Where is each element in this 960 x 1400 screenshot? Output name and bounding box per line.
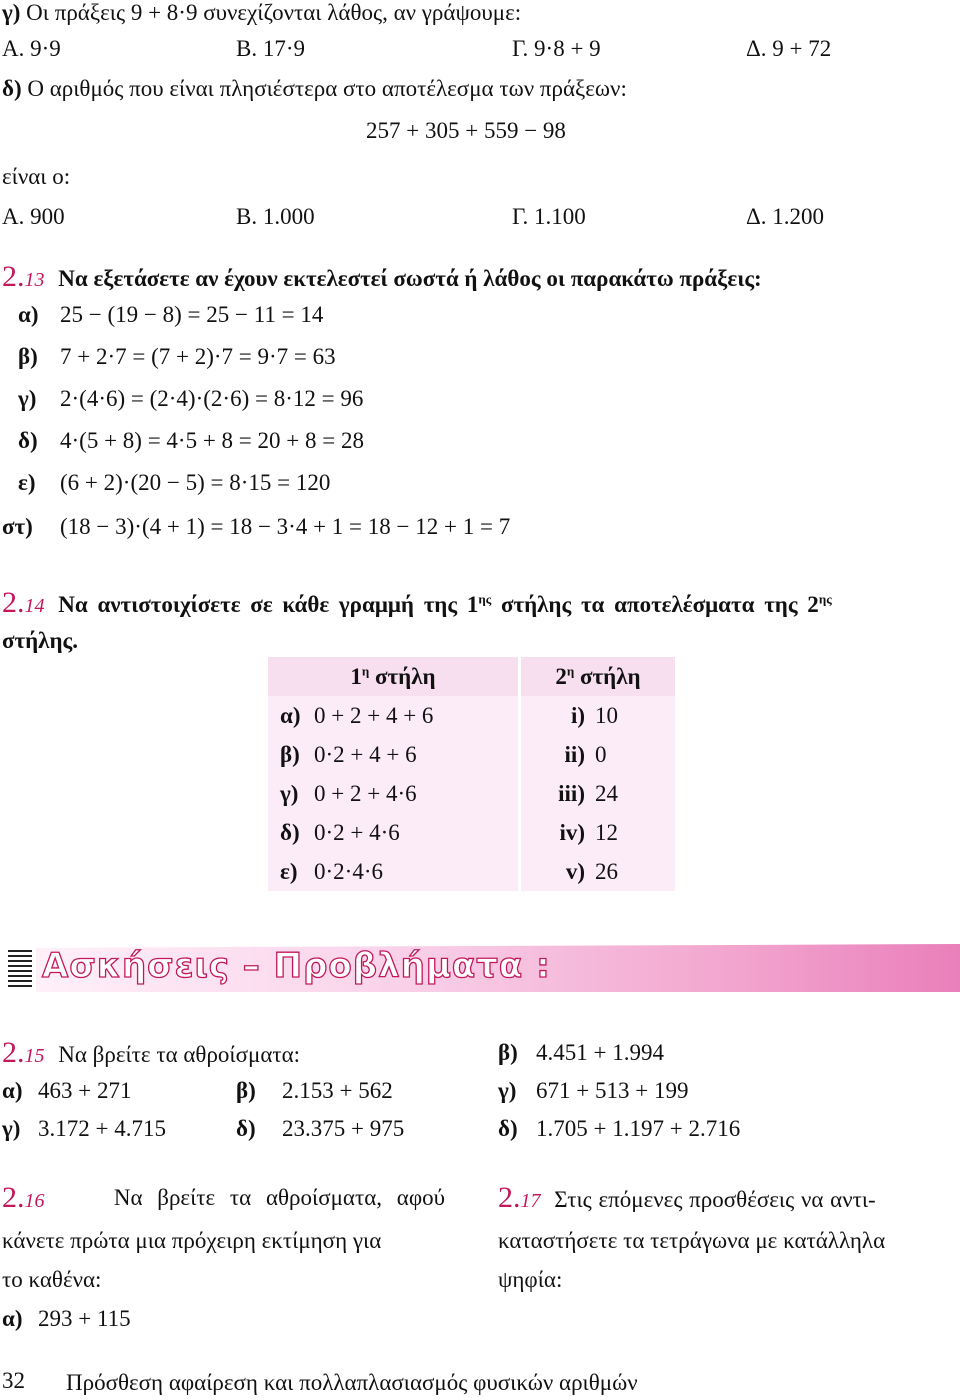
table-row: ε) 0·2·4·6 v) 26: [268, 852, 675, 891]
table-header-row: [268, 657, 675, 696]
exercise-13-expr: 25 − (19 − 8) = 25 − 11 = 14: [60, 302, 324, 327]
question-d: [2, 76, 627, 102]
exercise-17-line: καταστήσετε τα τετράγωνα με κατάλληλα: [498, 1228, 886, 1253]
exercise-14-title: Να αντιστοιχίσετε σε κάθε γραμμή της $1^{\eta\varsigma}$ στήλης τα αποτελέσματα της $2^{\eta\varsigma}$: [58, 591, 832, 617]
exercise-15-item: δ) 1.705 + 1.197 + 2.716: [498, 1116, 741, 1141]
exercise-15-heading: [2, 1036, 300, 1070]
question-d-expression: 257 + 305 + 559 − 98: [366, 118, 566, 143]
exercise-13-expr: 4·(5 + 8) = 4·5 + 8 = 20 + 8 = 28: [60, 428, 364, 453]
option-g-b: Β. 17·9: [236, 36, 305, 61]
option-d-a: Α. 900: [2, 204, 65, 229]
exercise-13-title: Να εξετάσετε αν έχουν εκτελεστεί σωστά ή λάθος οι παρακάτω πράξεις:: [58, 266, 762, 291]
column-2-header: $2^\eta$ στήλη: [520, 657, 676, 696]
exercise-17-line: ψηφία:: [498, 1267, 563, 1292]
exercise-13-item: δ) 4·(5 + 8) = 4·5 + 8 = 20 + 8 = 28: [18, 428, 364, 453]
exercise-15-item: γ) 671 + 513 + 199: [498, 1078, 689, 1103]
exercise-15-item: β) 4.451 + 1.994: [498, 1040, 664, 1065]
question-g: [2, 0, 521, 26]
exercise-13-item: γ) 2·(4·6) = (2·4)·(2·6) = 8·12 = 96: [18, 386, 364, 411]
exercise-13-expr: 7 + 2·7 = (7 + 2)·7 = 9·7 = 63: [60, 344, 336, 369]
exercise-15-item: β) 2.153 + 562: [236, 1078, 393, 1103]
exercise-15-item: α) 463 + 271: [2, 1078, 132, 1103]
exercise-15-item: γ) 3.172 + 4.715: [2, 1116, 166, 1141]
question-g-label: γ): [2, 0, 21, 25]
exercise-13-expr: (6 + 2)·(20 − 5) = 8·15 = 120: [60, 470, 331, 495]
exercise-14-heading: [2, 586, 832, 620]
question-d-tail: είναι ο:: [2, 164, 71, 189]
exercise-16-item: α) 293 + 115: [2, 1306, 131, 1331]
table-row: α) 0 + 2 + 4 + 6 i) 10: [268, 696, 675, 735]
exercise-13-item: στ) (18 − 3)·(4 + 1) = 18 − 3·4 + 1 = 18 − 12 + 1 = 7: [2, 514, 511, 539]
question-d-text: Ο αριθμός που είναι πλησιέστερα στο αποτέλεσμα των πράξεων:: [27, 76, 627, 101]
exercise-17-line: Στις επόμενες προσθέσεις να αντι-: [554, 1187, 876, 1212]
option-d-c: Γ. 1.100: [512, 204, 586, 229]
exercise-17-number: 2.17: [498, 1181, 541, 1214]
exercise-16-number: 2.16: [2, 1181, 45, 1214]
exercise-16: [2, 1178, 445, 1338]
option-g-c: Γ. 9·8 + 9: [512, 36, 601, 61]
exercise-13-expr: (18 − 3)·(4 + 1) = 18 − 3·4 + 1 = 18 − 12 + 1 = 7: [60, 514, 511, 539]
exercise-14-number: 2.14: [2, 586, 45, 619]
exercise-17: [498, 1178, 941, 1299]
exercise-15-item: δ) 23.375 + 975: [236, 1116, 405, 1141]
exercise-16-line: κάνετε πρώτα μια πρόχειρη εκτίμηση για: [2, 1228, 382, 1253]
table-row: β) 0·2 + 4 + 6 ii) 0: [268, 735, 675, 774]
exercise-15-number: 2.15: [2, 1036, 45, 1069]
section-title: Ασκήσεις – Προβλήματα :: [42, 946, 551, 986]
exercise-14-title-cont: στήλης.: [2, 628, 78, 653]
table-row: δ) 0·2 + 4·6 iv) 12: [268, 813, 675, 852]
banner-lines-icon: [8, 950, 32, 990]
exercise-13-item: β) 7 + 2·7 = (7 + 2)·7 = 9·7 = 63: [18, 344, 336, 369]
page-number: 32: [2, 1368, 25, 1393]
exercise-15-title: Να βρείτε τα αθροίσματα:: [58, 1042, 301, 1067]
option-g-a: Α. 9·9: [2, 36, 61, 61]
exercise-16-line: Να βρείτε τα αθροίσματα, αφού: [113, 1185, 445, 1210]
matching-table: [268, 657, 675, 891]
option-d-d: Δ. 1.200: [746, 204, 825, 229]
footer-title: Πρόσθεση αφαίρεση και πολλαπλασιασμός φυσικών αριθμών: [66, 1370, 638, 1395]
option-g-d: Δ. 9 + 72: [746, 36, 832, 61]
exercise-13-number: 2.13: [2, 260, 45, 293]
question-d-label: δ): [2, 76, 22, 101]
exercise-16-line: το καθένα:: [2, 1267, 102, 1292]
exercise-13-heading: [2, 260, 762, 294]
column-1-header: $1^\eta$ στήλη: [268, 657, 520, 696]
question-g-text: Οι πράξεις 9 + 8·9 συνεχίζονται λάθος, αν γράψουμε:: [26, 0, 522, 25]
option-d-b: Β. 1.000: [236, 204, 315, 229]
exercise-13-item: ε) (6 + 2)·(20 − 5) = 8·15 = 120: [18, 470, 331, 495]
exercise-13-item: α) 25 − (19 − 8) = 25 − 11 = 14: [18, 302, 324, 327]
table-row: γ) 0 + 2 + 4·6 iii) 24: [268, 774, 675, 813]
exercise-13-expr: 2·(4·6) = (2·4)·(2·6) = 8·12 = 96: [60, 386, 364, 411]
